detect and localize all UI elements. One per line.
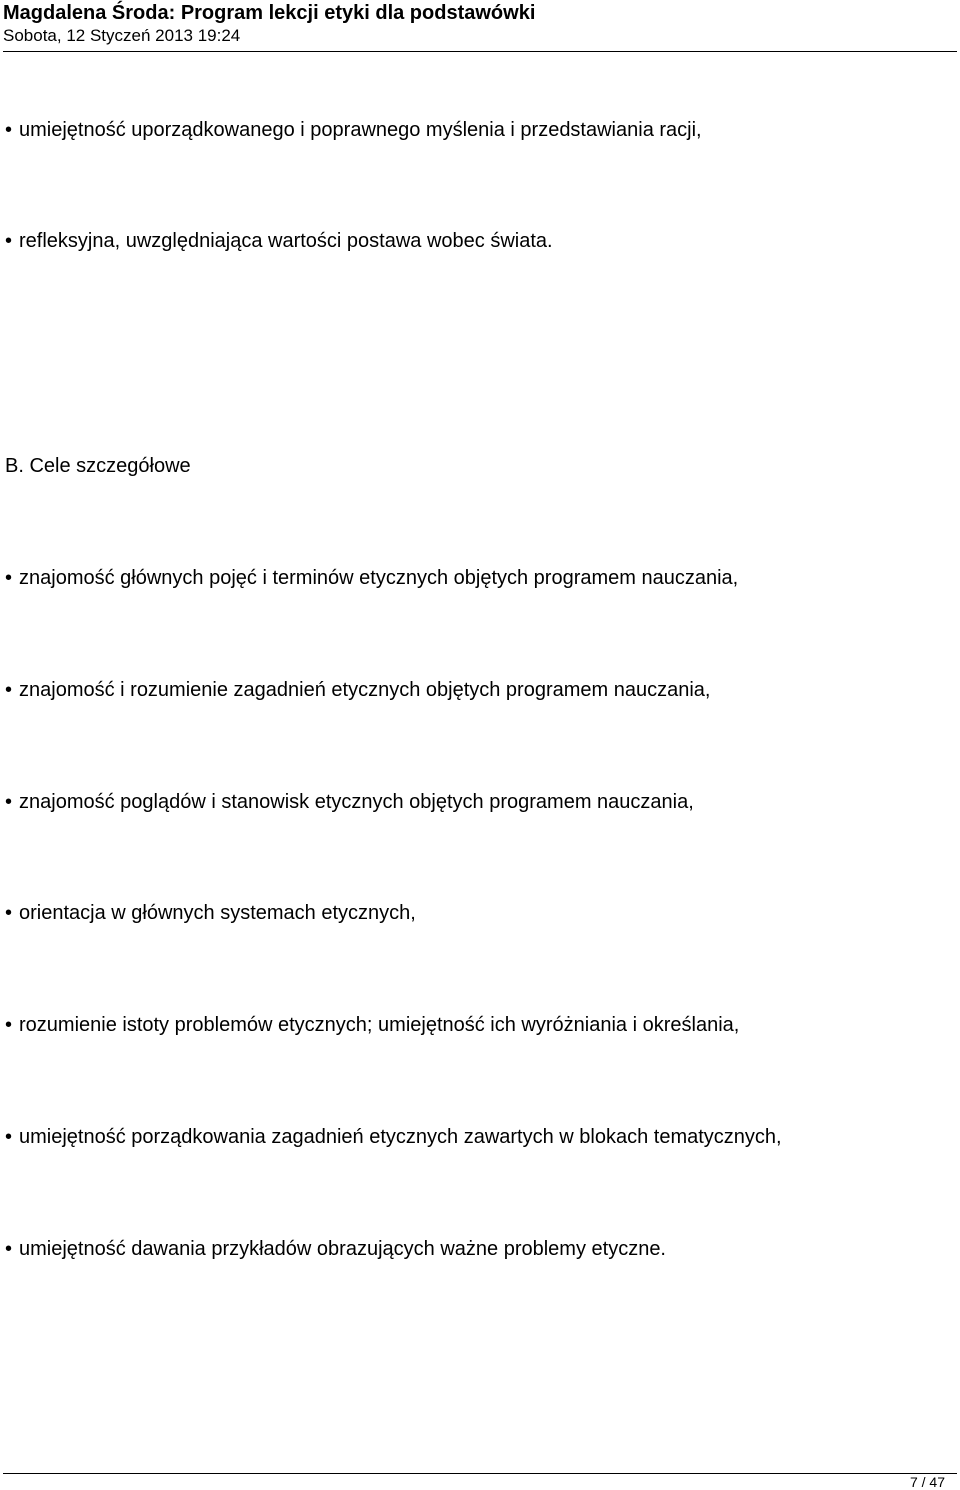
section-heading: B. Cele szczegółowe xyxy=(5,455,191,477)
bullet-icon: • xyxy=(5,567,13,589)
list-item-text: znajomość poglądów i stanowisk etycznych objętych programem nauczania, xyxy=(19,791,694,813)
bullet-icon: • xyxy=(5,791,13,813)
list-item-text: umiejętność uporządkowanego i poprawnego myślenia i przedstawiania racji, xyxy=(19,119,702,141)
list-item-text: znajomość i rozumienie zagadnień etycznych objętych programem nauczania, xyxy=(19,679,711,701)
page-header xyxy=(3,0,957,46)
list-item-text: rozumienie istoty problemów etycznych; umiejętność ich wyróżniania i określania, xyxy=(19,1014,740,1036)
footer-divider xyxy=(3,1473,957,1474)
list-item xyxy=(5,566,738,590)
header-divider xyxy=(3,51,957,52)
document-date: Sobota, 12 Styczeń 2013 19:24 xyxy=(3,26,241,45)
bullet-icon: • xyxy=(5,1014,13,1036)
list-item xyxy=(5,678,710,702)
list-item xyxy=(5,901,416,925)
list-item xyxy=(5,790,694,814)
list-item-text: umiejętność dawania przykładów obrazujących ważne problemy etyczne. xyxy=(19,1238,666,1260)
list-item-text: umiejętność porządkowania zagadnień etycznych zawartych w blokach tematycznych, xyxy=(19,1126,782,1148)
bullet-icon: • xyxy=(5,1126,13,1148)
bullet-icon: • xyxy=(5,679,13,701)
bullet-icon: • xyxy=(5,902,13,924)
list-item xyxy=(5,1013,739,1037)
bullet-icon: • xyxy=(5,1238,13,1260)
list-item-text: orientacja w głównych systemach etycznych, xyxy=(19,902,416,924)
bullet-icon: • xyxy=(5,119,13,141)
bullet-icon: • xyxy=(5,230,13,252)
list-item-text: znajomość głównych pojęć i terminów etycznych objętych programem nauczania, xyxy=(19,567,739,589)
list-item-text: refleksyjna, uwzględniająca wartości postawa wobec świata. xyxy=(19,230,553,252)
list-item xyxy=(5,229,553,253)
list-item xyxy=(5,118,702,142)
list-item xyxy=(5,1125,782,1149)
document-title: Magdalena Środa: Program lekcji etyki dla podstawówki xyxy=(3,2,536,24)
page-number: 7 / 47 xyxy=(909,1474,945,1490)
list-item xyxy=(5,1237,666,1261)
